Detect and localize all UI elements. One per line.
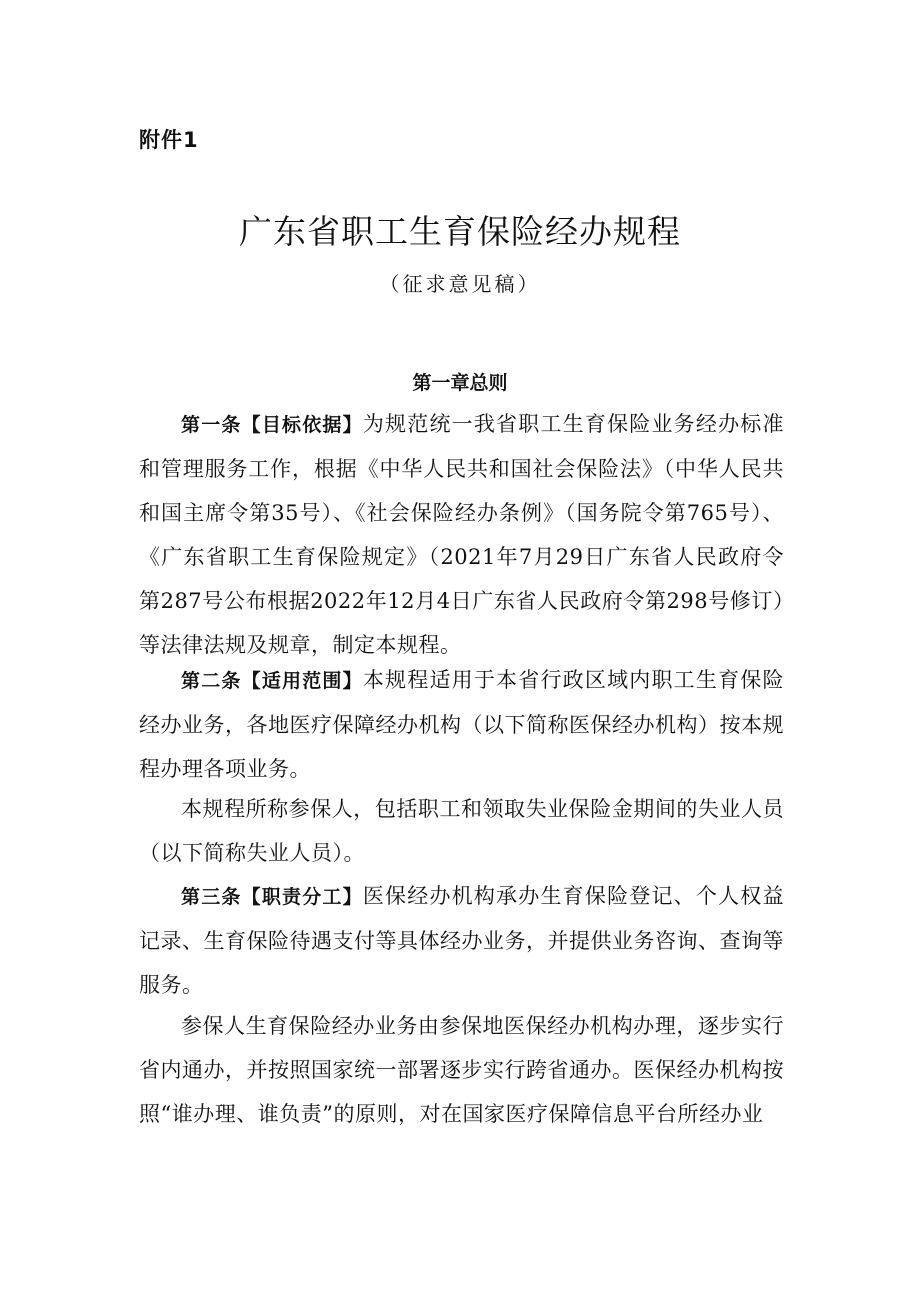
chapter-heading: 第一章总则 — [412, 372, 508, 394]
article-2 — [139, 658, 784, 791]
document-title: 广东省职工生育保险经办规程 — [239, 212, 681, 251]
article-3-paragraph-2 — [139, 1004, 784, 1136]
article-2-text: 本规程适用于本省行政区域内职工生育保险经办业务，各地医疗保障经办机构（以下简称医保经办机构）按本规程办理各项业务。 — [139, 668, 784, 781]
article-2-paragraph-2 — [139, 787, 784, 875]
article-3-label: 第三条【职责分工】 — [181, 886, 363, 908]
document-subtitle: （征求意见稿） — [379, 272, 541, 296]
article-3-paragraph-2-text: 参保人生育保险经办业务由参保地医保经办机构办理，逐步实行省内通办，并按照国家统一部署逐步实行跨省通办。医保经办机构按照“谁办理、谁负责”的原则，对在国家医疗保障信息平台所经办业 — [139, 1014, 784, 1126]
article-2-label: 第二条【适用范围】 — [181, 670, 363, 692]
article-1-label: 第一条【目标依据】 — [181, 414, 363, 436]
attachment-label: 附件1 — [139, 128, 199, 152]
article-1-text: 为规范统一我省职工生育保险业务经办标准和管理服务工作，根据《中华人民共和国社会保险法》（中华人民共和国主席令第35号）、《社会保险经办条例》（国务院令第765号）、《广东省职工生育保险规定》（2021年7月29日广东省人民政府令第287号公布根据2022年12月4日广东省人民政府令第298号修订）等法律法规及规章，制定本规程。 — [139, 412, 784, 657]
article-3-text: 医保经办机构承办生育保险登记、个人权益记录、生育保险待遇支付等具体经办业务，并提供业务咨询、查询等服务。 — [139, 884, 784, 997]
article-3 — [139, 874, 784, 1007]
article-1 — [139, 402, 784, 667]
article-2-paragraph-2-text: 本规程所称参保人，包括职工和领取失业保险金期间的失业人员（以下简称失业人员）。 — [139, 797, 784, 865]
